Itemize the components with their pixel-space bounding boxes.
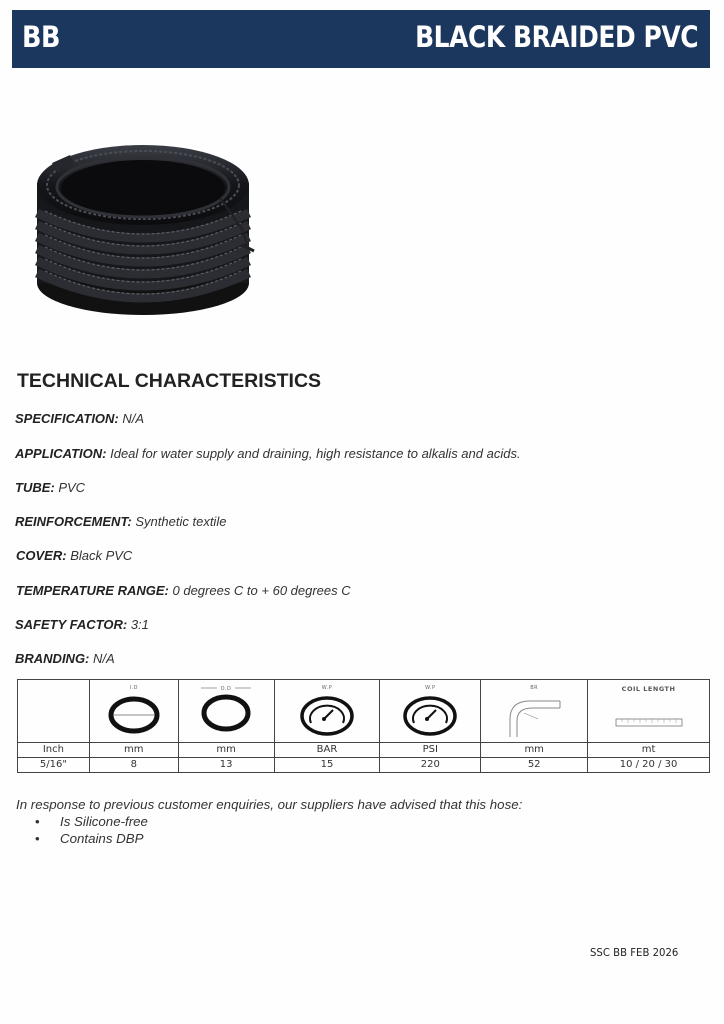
hose-coil-image — [30, 133, 256, 318]
pressure-gauge-icon — [299, 695, 355, 737]
table-cell — [588, 680, 710, 743]
table-cell: 5/16" — [18, 758, 90, 773]
icon-caption: BR — [530, 685, 539, 691]
table-cell — [89, 680, 178, 743]
spec-value: Synthetic textile — [135, 514, 227, 529]
spec-cover — [16, 548, 132, 563]
list-item: • Is Silicone-free — [40, 813, 148, 830]
icon-caption: W.P — [321, 685, 333, 691]
table-cell: Inch — [18, 743, 90, 758]
ruler-icon — [614, 707, 684, 737]
table-units-row — [18, 743, 710, 758]
spec-application — [15, 446, 521, 461]
table-cell: mm — [481, 743, 588, 758]
spec-value: 0 degrees C to + 60 degrees C — [172, 583, 351, 598]
section-title: TECHNICAL CHARACTERISTICS — [17, 370, 322, 392]
table-cell: 13 — [178, 758, 274, 773]
table-cell: 15 — [274, 758, 380, 773]
table-cell: 10 / 20 / 30 — [588, 758, 710, 773]
table-cell: PSI — [380, 743, 481, 758]
spec-label: TUBE: — [15, 480, 55, 495]
outer-diameter-ring-icon — [199, 693, 253, 733]
supplier-note: In response to previous customer enquiries, our suppliers have advised that this hose: — [16, 797, 523, 812]
table-cell: 8 — [89, 758, 178, 773]
title-banner — [12, 10, 710, 68]
product-code: BB — [22, 20, 61, 54]
spec-safety-factor — [15, 617, 149, 632]
table-cell — [481, 680, 588, 743]
spec-temperature-range — [16, 583, 351, 598]
spec-label: BRANDING: — [15, 651, 90, 666]
spec-label: SPECIFICATION: — [15, 411, 119, 426]
outer-diameter-arrow-icon — [199, 685, 253, 691]
svg-text:O.D: O.D — [220, 686, 232, 691]
bend-radius-icon — [502, 695, 566, 739]
list-item: • Contains DBP — [40, 830, 148, 847]
spec-label: TEMPERATURE RANGE: — [16, 583, 169, 598]
icon-caption: I.D — [129, 685, 138, 691]
supplier-note-list — [40, 813, 148, 847]
product-title: BLACK BRAIDED PVC — [414, 20, 698, 54]
spec-specification — [15, 411, 144, 426]
table-cell — [274, 680, 380, 743]
spec-label: COVER: — [16, 548, 67, 563]
table-cell: mm — [178, 743, 274, 758]
icon-caption: COIL LENGTH — [621, 685, 676, 693]
table-cell — [18, 680, 90, 743]
document-reference: SSC BB FEB 2026 — [590, 946, 679, 959]
spec-label: REINFORCEMENT: — [15, 514, 132, 529]
table-cell: 220 — [380, 758, 481, 773]
table-icon-row — [18, 680, 710, 743]
spec-value: Ideal for water supply and draining, high resistance to alkalis and acids. — [110, 446, 521, 461]
table-cell: BAR — [274, 743, 380, 758]
table-cell — [380, 680, 481, 743]
spec-value: N/A — [122, 411, 145, 426]
table-cell: mt — [588, 743, 710, 758]
table-cell: 52 — [481, 758, 588, 773]
table-cell: mm — [89, 743, 178, 758]
table-cell — [178, 680, 274, 743]
spec-value: 3:1 — [130, 617, 149, 632]
icon-caption: W.P — [425, 685, 436, 691]
spec-reinforcement — [15, 514, 226, 529]
spec-value: Black PVC — [70, 548, 133, 563]
dimensions-table — [17, 679, 710, 773]
spec-tube — [15, 480, 85, 495]
spec-branding — [15, 651, 115, 666]
spec-label: APPLICATION: — [15, 446, 107, 461]
spec-value: N/A — [93, 651, 115, 666]
pressure-gauge-icon — [402, 695, 458, 737]
icon-caption — [179, 685, 274, 693]
table-values-row — [18, 758, 710, 773]
spec-label: SAFETY FACTOR: — [15, 617, 128, 632]
spec-value: PVC — [58, 480, 86, 495]
inner-diameter-ring-icon — [107, 695, 161, 735]
